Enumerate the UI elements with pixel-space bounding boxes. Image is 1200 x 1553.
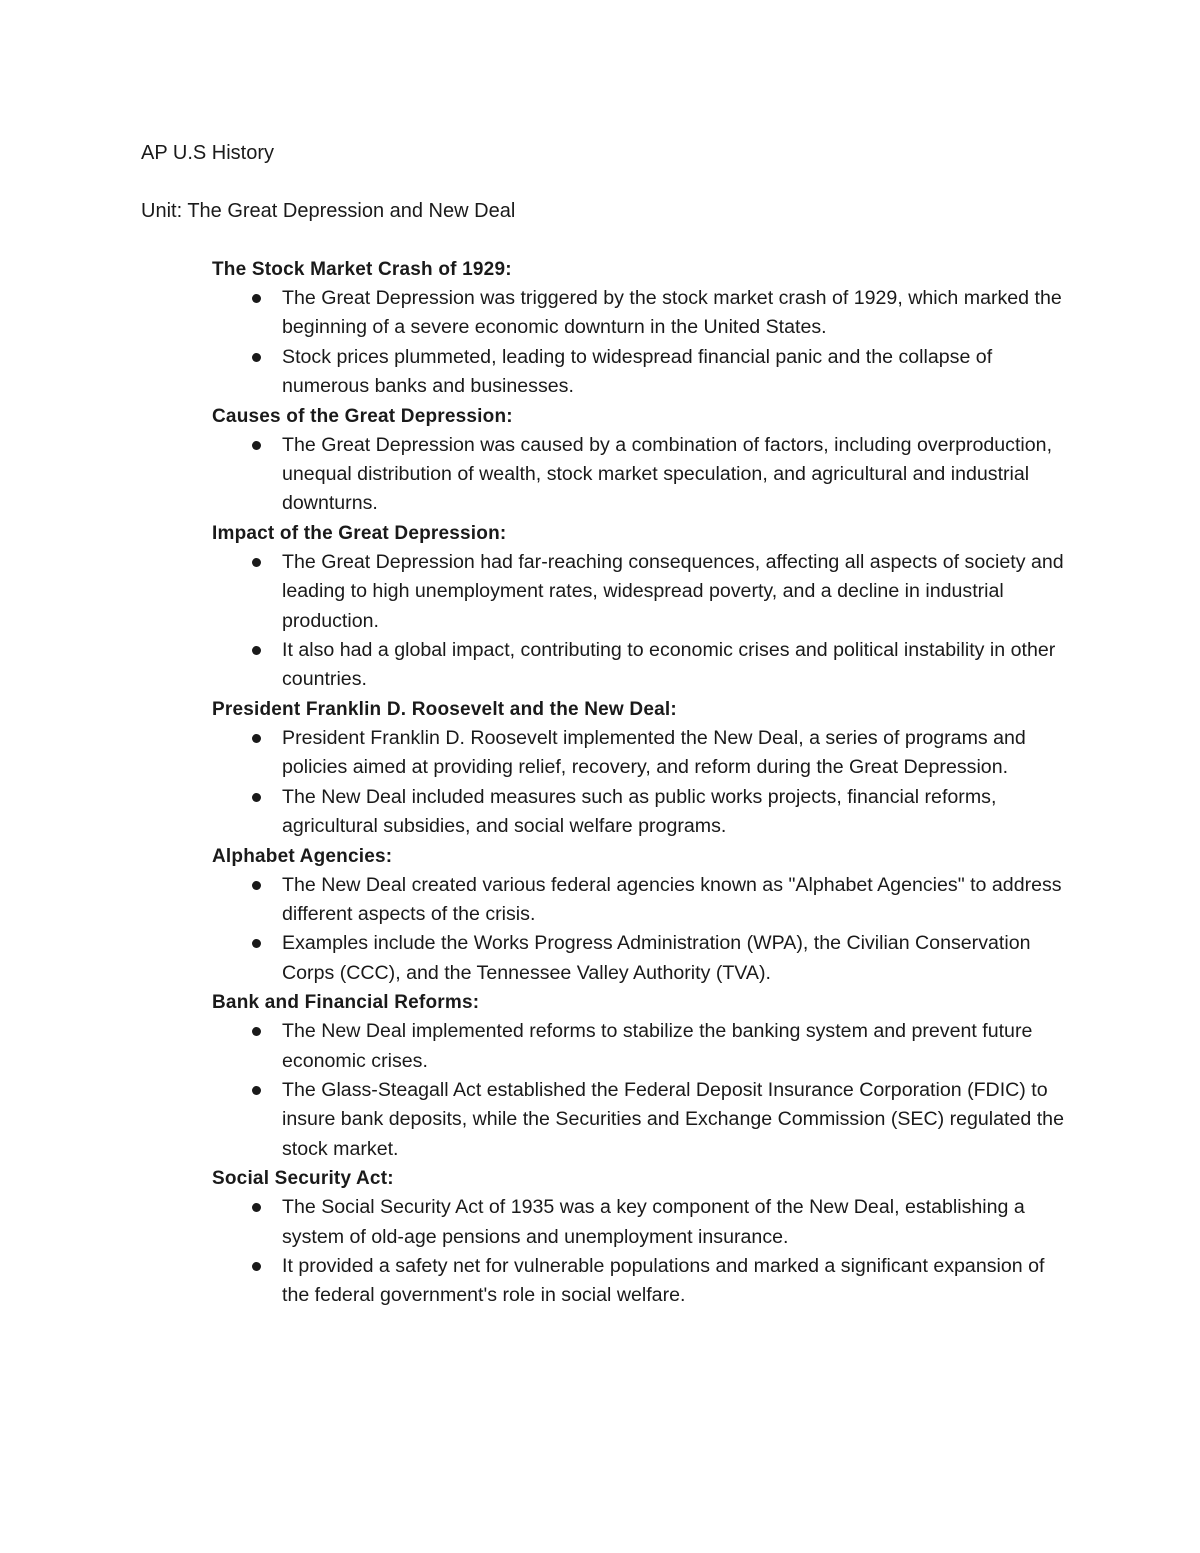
- section-heading: Alphabet Agencies:: [212, 845, 393, 867]
- bullet-icon: [252, 441, 261, 450]
- section-heading: President Franklin D. Roosevelt and the New Deal:: [212, 698, 677, 720]
- section-bank-financial-reforms: [212, 988, 1081, 1164]
- list-item: [212, 431, 1072, 519]
- list-item: [212, 548, 1072, 636]
- list-item-text: Examples include the Works Progress Administration (WPA), the Civilian Conservation Corps (CCC), and the Tennessee Valley Authority (TVA).: [282, 932, 1031, 984]
- list-item: [212, 343, 1072, 402]
- list-item-text: The New Deal created various federal agencies known as "Alphabet Agencies" to address different aspects of the crisis.: [282, 873, 1062, 925]
- section-heading: Bank and Financial Reforms:: [212, 992, 480, 1014]
- bullet-list: [212, 431, 1081, 519]
- section-heading: The Stock Market Crash of 1929:: [212, 259, 512, 280]
- list-item: [212, 1193, 1072, 1252]
- list-item: [212, 636, 1072, 695]
- section-heading: Impact of the Great Depression:: [212, 522, 507, 544]
- bullet-icon: [252, 1262, 261, 1271]
- list-item-text: The Great Depression had far-reaching consequences, affecting all aspects of society and leading to high unemployment rates, widespread poverty, and a decline in industrial production.: [282, 550, 1064, 632]
- list-item: [212, 284, 1072, 343]
- list-item: [212, 783, 1072, 842]
- section-social-security-act: [212, 1164, 1081, 1311]
- bullet-list: [212, 284, 1081, 402]
- bullet-icon: [252, 558, 261, 567]
- section-heading: Social Security Act:: [212, 1168, 394, 1190]
- section-fdr-new-deal: [212, 695, 1081, 842]
- course-title: AP U.S History: [141, 142, 274, 164]
- bullet-list: [212, 724, 1081, 842]
- list-item-text: The Social Security Act of 1935 was a key component of the New Deal, establishing a system of old-age pensions and unemployment insurance.: [282, 1196, 1025, 1248]
- list-item-text: The Great Depression was caused by a combination of factors, including overproduction, unequal distribution of wealth, stock market speculation, and agricultural and industrial downturns.: [282, 433, 1053, 515]
- list-item-text: It also had a global impact, contributing to economic crises and political instability in other countries.: [282, 639, 1056, 691]
- section-heading: Causes of the Great Depression:: [212, 405, 513, 427]
- bullet-icon: [252, 646, 261, 655]
- section-causes: [212, 402, 1081, 519]
- list-item: [212, 1017, 1072, 1076]
- list-item: [212, 871, 1072, 930]
- list-item-text: President Franklin D. Roosevelt implemented the New Deal, a series of programs and policies aimed at providing relief, recovery, and reform during the Great Depression.: [282, 726, 1026, 779]
- section-stock-market-crash: [212, 255, 1081, 402]
- bullet-list: [212, 1193, 1081, 1311]
- list-item-text: The Great Depression was triggered by the stock market crash of 1929, which marked the beginning of a severe economic downturn in the United States.: [282, 287, 1062, 339]
- bullet-icon: [252, 1027, 261, 1036]
- bullet-icon: [252, 881, 261, 890]
- list-item-text: The New Deal included measures such as public works projects, financial reforms, agricultural subsidies, and social welfare programs.: [282, 785, 997, 838]
- bullet-icon: [252, 294, 261, 303]
- bullet-icon: [252, 1203, 261, 1212]
- document-page: [141, 139, 1081, 1311]
- bullet-icon: [252, 1086, 261, 1095]
- bullet-icon: [252, 939, 261, 948]
- list-item: [212, 1252, 1072, 1311]
- list-item-text: The New Deal implemented reforms to stabilize the banking system and prevent future economic crises.: [282, 1020, 1033, 1072]
- section-alphabet-agencies: [212, 842, 1081, 989]
- unit-title: Unit: The Great Depression and New Deal: [141, 200, 516, 222]
- list-item-text: It provided a safety net for vulnerable populations and marked a significant expansion of the federal government's role in social welfare.: [282, 1254, 1045, 1307]
- bullet-list: [212, 1017, 1081, 1164]
- bullet-icon: [252, 734, 261, 743]
- bullet-icon: [252, 793, 261, 802]
- bullet-list: [212, 548, 1081, 695]
- bullet-list: [212, 871, 1081, 989]
- list-item: [212, 1076, 1072, 1164]
- list-item-text: Stock prices plummeted, leading to widespread financial panic and the collapse of numerous banks and businesses.: [282, 345, 993, 398]
- bullet-icon: [252, 353, 261, 362]
- list-item-text: The Glass-Steagall Act established the Federal Deposit Insurance Corporation (FDIC) to insure bank deposits, while the Securities and Exchange Commission (SEC) regulated the stock market.: [282, 1078, 1064, 1160]
- list-item: [212, 724, 1072, 783]
- sections-container: [212, 255, 1081, 1311]
- section-impact: [212, 519, 1081, 695]
- list-item: [212, 929, 1072, 988]
